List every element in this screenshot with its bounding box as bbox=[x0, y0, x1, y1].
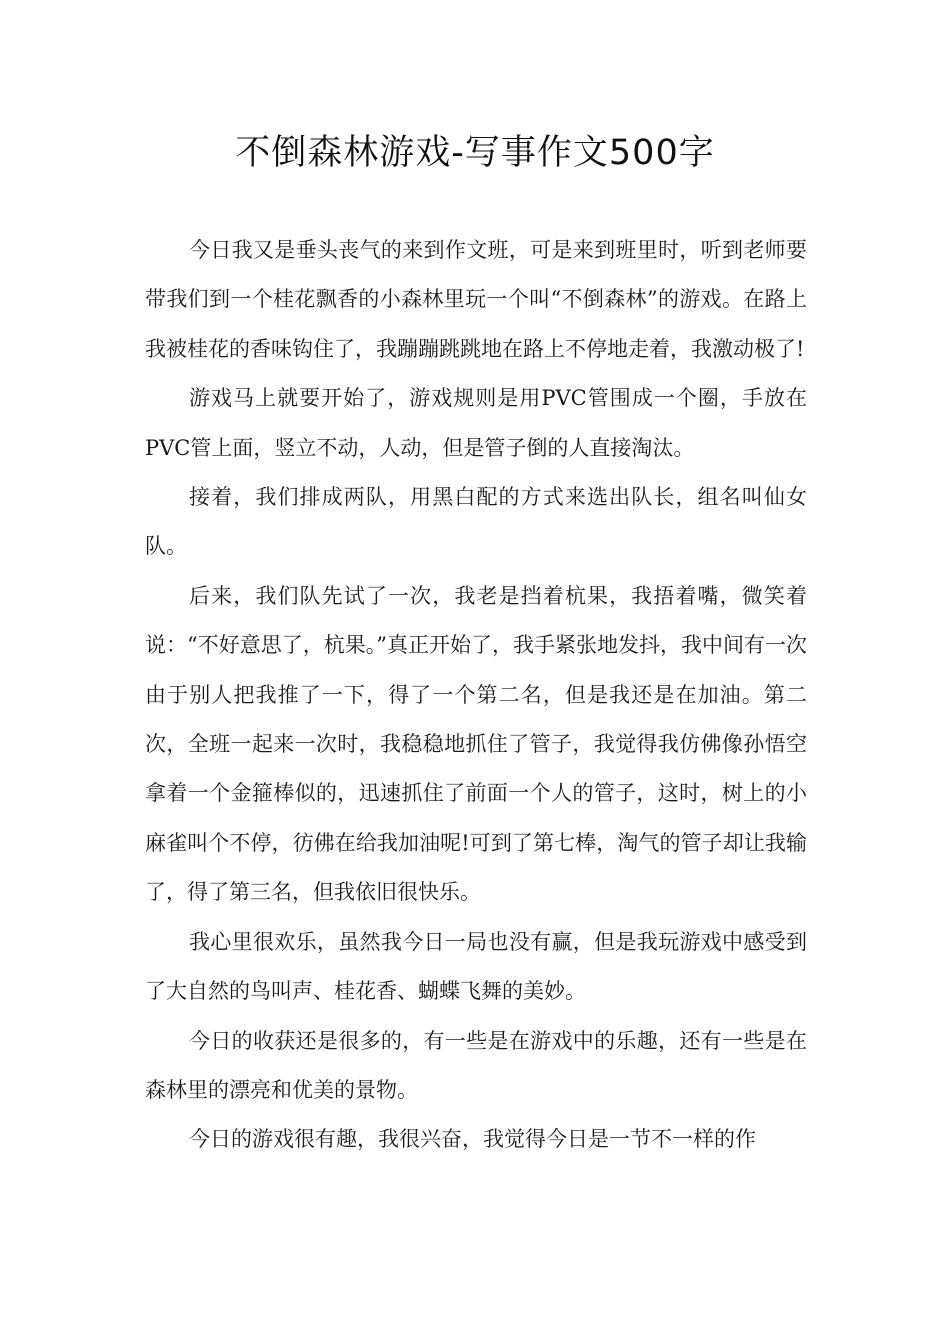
document-title: 不倒森林游戏-写事作文500字 bbox=[235, 133, 715, 173]
paragraph-2: 游戏马上就要开始了，游戏规则是用PVC管围成一个圈，手放在PVC管上面，竖立不动，人动，但是管子倒的人直接淘汰。 bbox=[145, 386, 807, 460]
paragraph-3: 接着，我们排成两队，用黑白配的方式来选出队长，组名叫仙女队。 bbox=[145, 485, 807, 559]
paragraph-4: 后来，我们队先试了一次，我老是挡着杭果，我捂着嘴，微笑着说：“不好意思了，杭果。”真正开始了，我手紧张地发抖，我中间有一次由于别人把我推了一下，得了一个第二名，但是我还是在加油。第二次，全班一起来一次时，我稳稳地抓住了管子，我觉得我仿佛像孙悟空拿着一个金箍棒似的，迅速抓住了前面一个人的管子，这时，树上的小麻雀叫个不停，彷佛在给我加油呢!可到了第七棒，淘气的管子却让我输了，得了第三名，但我依旧很快乐。 bbox=[145, 583, 807, 905]
document-body bbox=[145, 226, 807, 1165]
paragraph-1: 今日我又是垂头丧气的来到作文班，可是来到班里时，听到老师要带我们到一个桂花飘香的小森林里玩一个叫“不倒森林”的游戏。在路上我被桂花的香味钩住了，我蹦蹦跳跳地在路上不停地走着，我激动极了! bbox=[145, 238, 807, 361]
paragraph-7: 今日的游戏很有趣，我很兴奋，我觉得今日是一节不一样的作 bbox=[189, 1127, 756, 1152]
paragraph-6: 今日的收获还是很多的，有一些是在游戏中的乐趣，还有一些是在森林里的漂亮和优美的景物。 bbox=[145, 1028, 807, 1102]
paragraph-5: 我心里很欢乐，虽然我今日一局也没有赢，但是我玩游戏中感受到了大自然的鸟叫声、桂花香、蝴蝶飞舞的美妙。 bbox=[145, 929, 807, 1004]
